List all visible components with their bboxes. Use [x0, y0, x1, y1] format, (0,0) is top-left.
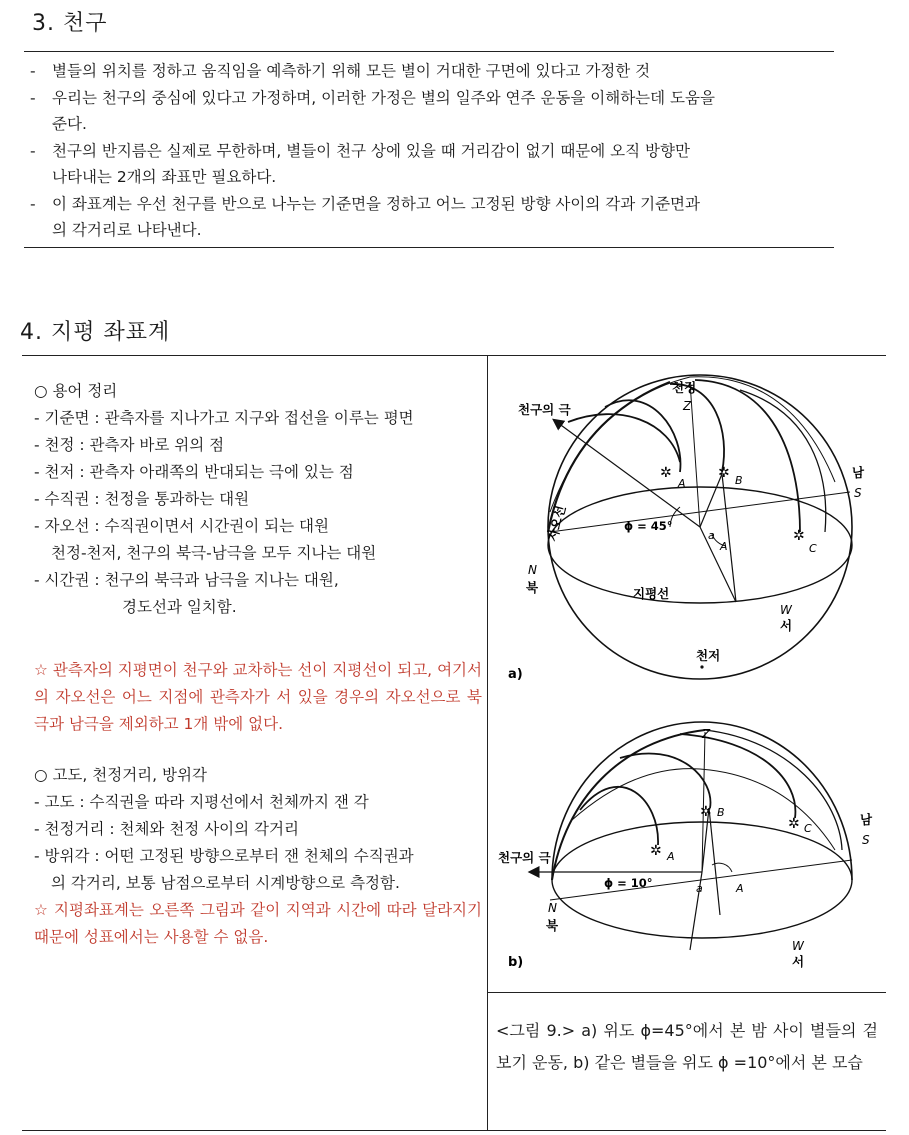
bullet-dash: -: [30, 88, 36, 107]
north-ko-a: 북: [526, 580, 539, 595]
zenith-z-a: Z: [683, 399, 692, 413]
star-a-label-b: A: [667, 850, 675, 863]
bullet-line: 나타내는 2개의 좌표만 필요하다.: [52, 168, 277, 186]
section-4-title: 4. 지평 좌표계: [20, 320, 171, 345]
star-c-icon-b: ✲: [788, 816, 800, 832]
bullet-dash: -: [30, 141, 36, 160]
star-a-icon: ✲: [660, 465, 672, 481]
star-c-label-b: C: [804, 822, 812, 835]
azimuth-term: - 방위각 : 어떤 고정된 방향으로부터 잰 천체의 수직권과: [34, 847, 414, 865]
section-3-bullets: [30, 58, 830, 244]
star-b-label: B: [735, 474, 743, 487]
south-en-b: S: [862, 833, 870, 847]
figure-caption-divider: [487, 992, 886, 993]
section-3-bottom-rule: [24, 247, 834, 248]
section-4-top-rule: [22, 355, 886, 356]
coords-heading: ○ 고도, 천정거리, 방위각: [34, 766, 207, 784]
west-en-b: W: [792, 939, 804, 953]
phi-label-a: ϕ = 45°: [624, 519, 673, 533]
bullet-dash: -: [30, 194, 36, 213]
panel-a-label: a): [508, 667, 523, 682]
north-en-b: N: [548, 901, 557, 915]
star-b-icon-b: ✲: [700, 804, 712, 820]
equator-arc-a: [550, 377, 835, 512]
west-en-a: W: [780, 603, 792, 617]
term-item: - 수직권 : 천정을 통과하는 대원: [34, 490, 250, 508]
section-3-bullet: [30, 85, 830, 138]
azimuth-continuation: 의 각거리, 보통 남점으로부터 시계방향으로 측정함.: [51, 874, 400, 892]
phi-label-b: ϕ = 10°: [604, 876, 653, 890]
hour-circle-term: - 시간권 : 천구의 북극과 남극을 지나는 대원,: [34, 571, 339, 589]
bullet-line: 준다.: [52, 115, 87, 133]
section-3-bullet: [30, 58, 830, 85]
horizon-label-a: 지평선: [633, 586, 670, 601]
pole-label-a: 천구의 극: [518, 402, 571, 417]
west-ko-a: 서: [780, 618, 793, 633]
section-3-bullet: [30, 191, 830, 244]
column-divider: [487, 355, 488, 1130]
term-item: - 자오선 : 수직권이면서 시간권이 되는 대원: [34, 517, 329, 535]
azimuth-label-a: A: [720, 540, 728, 553]
nadir-label-a: 천저: [696, 648, 721, 663]
term-item: - 천정 : 관측자 바로 위의 점: [34, 436, 225, 454]
star-b-icon: ✲: [718, 465, 730, 481]
meridian-label-a: 자오선: [544, 503, 569, 543]
terms-list: [34, 405, 482, 540]
pole-label-b: 천구의 극: [498, 850, 551, 865]
star-c-label: C: [809, 542, 817, 555]
meridian-continuation: 천정-천저, 천구의 북극-남극을 모두 지나는 대원: [51, 544, 377, 562]
zenith-label-a: 천정: [672, 380, 697, 395]
south-en-a: S: [854, 486, 862, 500]
section-4-bottom-rule: [22, 1130, 886, 1131]
south-ko-b: 남: [860, 812, 873, 827]
north-en-a: N: [528, 563, 537, 577]
horizon-ellipse-a: [548, 487, 852, 603]
horizontal-coords-note: ☆ 지평좌표계는 오른쪽 그림과 같이 지역과 시간에 따라 달라지기 때문에 성표에서는 사용할 수 없음.: [34, 901, 482, 946]
zenith-z-b: Z: [702, 727, 711, 741]
west-ko-b: 서: [792, 954, 805, 969]
terms-heading: ○ 용어 정리: [34, 382, 118, 400]
figure-b-diagram: [490, 700, 885, 985]
north-ko-b: 북: [546, 918, 559, 933]
bullet-line: 우리는 천구의 중심에 있다고 가정하며, 이러한 가정은 별의 일주와 연주 운동을 이해하는데 도움을: [52, 88, 715, 107]
coords-list: [34, 789, 482, 843]
figure-caption: <그림 9.> a) 위도 ϕ=45°에서 본 밤 사이 별들의 겉보기 운동, b) 같은 별들을 위도 ϕ =10°에서 본 모습: [496, 1021, 878, 1072]
altitude-label-a: a: [708, 529, 715, 542]
star-b-label-b: B: [717, 806, 725, 819]
altitude-label-b: a: [696, 882, 703, 895]
section-3-top-rule: [24, 51, 834, 52]
section-3-bullet: [30, 138, 830, 191]
section-4-text: [34, 378, 482, 951]
azimuth-label-b: A: [736, 882, 744, 895]
bullet-line: 별들의 위치를 정하고 움직임을 예측하기 위해 모든 별이 거대한 구면에 있다고 가정한 것: [52, 62, 651, 80]
bullet-dash: -: [30, 62, 36, 80]
star-a-icon-b: ✲: [650, 843, 662, 859]
star-c-icon: ✲: [793, 528, 805, 544]
coord-item: - 천정거리 : 천체와 천정 사이의 각거리: [34, 820, 299, 838]
panel-b-label: b): [508, 955, 524, 970]
term-item: - 천저 : 관측자 아래쪽의 반대되는 극에 있는 점: [34, 463, 354, 481]
coord-item: - 고도 : 수직권을 따라 지평선에서 천체까지 잰 각: [34, 793, 369, 811]
figure-a-diagram: [490, 362, 885, 692]
star-a-label: A: [678, 477, 686, 490]
horizon-note: ☆ 관측자의 지평면이 천구와 교차하는 선이 지평선이 되고, 여기서의 자오선은 어느 지점에 관측자가 서 있을 경우의 자오선으로 북극과 남극을 제외하고 1개 밖에 없다.: [34, 661, 482, 733]
hour-circle-continuation: 경도선과 일치함.: [122, 598, 237, 616]
bullet-line: 천구의 반지름은 실제로 무한하며, 별들이 천구 상에 있을 때 거리감이 없기 때문에 오직 방향만: [52, 141, 690, 160]
section-3-title: 3. 천구: [32, 11, 108, 36]
bullet-line: 이 좌표계는 우선 천구를 반으로 나누는 기준면을 정하고 어느 고정된 방향 사이의 각과 기준면과: [52, 194, 701, 213]
south-ko-a: 남: [852, 465, 865, 480]
term-item: - 기준면 : 관측자를 지나가고 지구와 접선을 이루는 평면: [34, 409, 414, 427]
bullet-line: 의 각거리로 나타낸다.: [52, 221, 202, 239]
